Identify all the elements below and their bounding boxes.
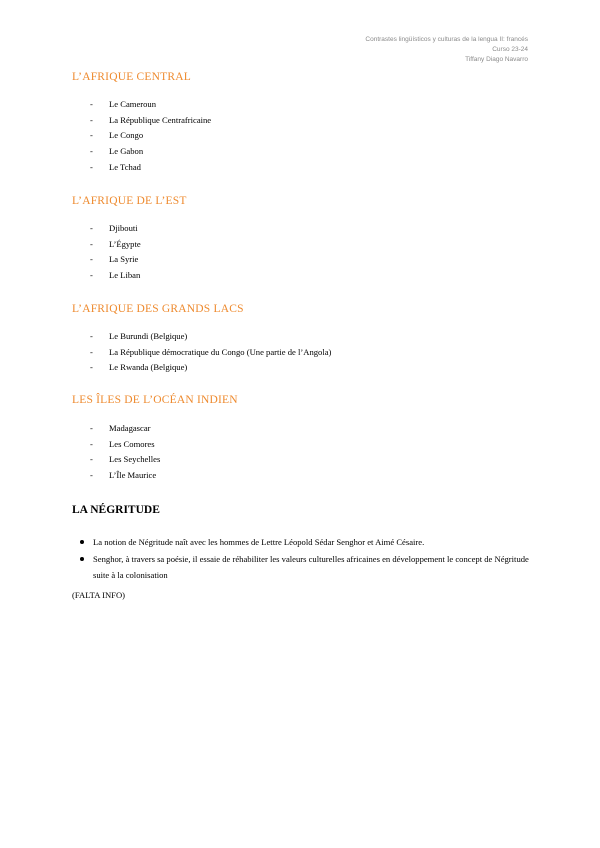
heading-iles-ocean-indien: LES ÎLES DE L’OCÉAN INDIEN <box>72 394 238 406</box>
heading-afrique-de-l-est: L’AFRIQUE DE L’EST <box>72 195 187 207</box>
heading-afrique-central: L’AFRIQUE CENTRAL <box>72 71 191 83</box>
list-item: - L’Île Maurice <box>90 470 157 481</box>
list-item: - Le Burundi (Belgique) <box>90 331 188 341</box>
list-item: - Madagascar <box>90 423 151 433</box>
list-item: - Le Tchad <box>90 161 141 172</box>
list-afrique-de-l-est <box>90 221 141 284</box>
bullet-icon <box>80 557 84 561</box>
list-item: - Le Liban <box>90 270 141 281</box>
list-item: - Djibouti <box>90 223 138 233</box>
list-afrique-central <box>90 97 211 175</box>
list-afrique-des-grands-lacs <box>90 329 331 376</box>
list-item: - L’Égypte <box>90 238 141 249</box>
heading-afrique-des-grands-lacs: L’AFRIQUE DES GRANDS LACS <box>72 303 244 315</box>
list-item: - La République démocratique du Congo (Une partie de l’Angola) <box>90 346 332 357</box>
list-item: - Les Comores <box>90 438 155 449</box>
list-item: - Les Seychelles <box>90 454 161 465</box>
list-item: La notion de Négritude naît avec les hommes de Lettre Léopold Sédar Senghor et Aimé Césaire. <box>80 534 530 551</box>
list-negritude <box>80 534 530 584</box>
header-course-year: Curso 23-24 <box>492 46 528 53</box>
list-item: - Le Gabon <box>90 146 144 157</box>
header-course-title: Contrastes lingüísticos y culturas de la lengua II: francés <box>365 36 528 43</box>
list-item: - La Syrie <box>90 254 139 265</box>
list-item: Senghor, à travers sa poésie, il essaie de réhabiliter les valeurs culturelles africaines en développement le concept de Négritude suite à la colonisation <box>80 551 530 584</box>
bullet-icon <box>80 540 84 544</box>
list-item: - La République Centrafricaine <box>90 114 212 125</box>
heading-negritude: LA NÉGRITUDE <box>72 504 160 516</box>
header-author: Tiffany Diago Navarro <box>465 56 528 63</box>
list-item: - Le Rwanda (Belgique) <box>90 362 188 373</box>
list-item: - Le Congo <box>90 130 144 141</box>
list-item: - Le Cameroun <box>90 99 157 109</box>
falta-info-note: (FALTA INFO) <box>72 590 126 600</box>
page-header <box>365 35 528 65</box>
list-iles-ocean-indien <box>90 421 160 484</box>
